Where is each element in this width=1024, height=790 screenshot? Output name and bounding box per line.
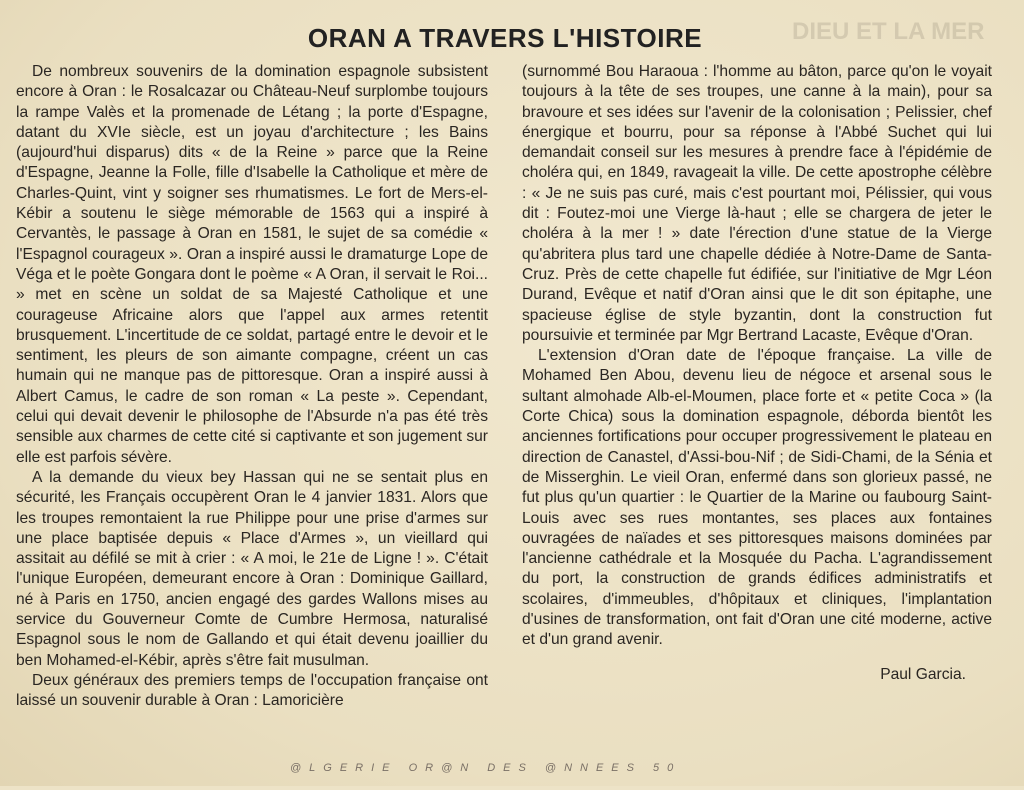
right-column [522,62,992,685]
paragraph-lamoriciere-continued: (surnommé Bou Haraoua : l'homme au bâton, parce qu'on le voyait toujours à la tête de ses troupes, une canne à la main), pour sa bravoure et ses idées sur l'avenir de la colonisation ; Pelissier, chef énergique et bourru, pour sa réponse à l'Abbé Suchet qui lui demandait conseil sur les mesures à prendre face à l'épidémie de choléra qui, en 1849, ravageait la ville. De cette apostrophe célèbre : « Je ne suis pas curé, mais c'est pourtant moi, Pélissier, qui vous dit : Foutez-moi une Vierge là-haut ; elle se chargera de jeter le choléra à la mer ! » date l'érection d'une statue de la Vierge qu'abritera plus tard une chapelle dédiée à Notre-Dame de Santa-Cruz. Près de cette chapelle fut édifiée, sur l'initiative de Mgr Léon Durand, Evêque et natif d'Oran ainsi que le dit son épitaphe, une spacieuse église de style byzantin, dont la construction fut poursuivie et terminée par Mgr Bertrand Lacaste, Evêque d'Oran. [522,63,992,344]
paragraph-extension-oran: L'extension d'Oran date de l'époque française. La ville de Mohamed Ben Abou, devenu lieu de négoce et arsenal sous le sultant almohade Alb-el-Moumen, place forte et « petite Coca » (la Corte Chica) sous la domination espagnole, déborda bientôt les anciennes fortifications pour occuper progressivement le plateau en direction de Canastel, d'Assi-bou-Nif ; de Sidi-Chami, de la Sénia et de Misserghin. Le vieil Oran, enfermé dans son glorieux passé, ne fut plus qu'un quartier : le Quartier de la Marine ou faubourg Saint-Louis avec ses rues montantes, ses places aux fontaines ouvragées de naïades et ses pittoresques maisons dominées par l'ancienne cathédrale et la Mosquée du Pacha. L'agrandissement du port, la construction de grands édifices administratifs et scolaires, d'immeubles, d'hôpitaux et cliniques, l'implantation d'usines de transformation, ont fait d'Oran une cité moderne, active et d'un grand avenir. [522,347,992,649]
author-signature: Paul Garcia. [880,665,966,683]
paragraph-spanish-souvenirs: De nombreux souvenirs de la domination espagnole subsistent encore à Oran : le Rosalcazar ou Château-Neuf surplombe toujours la rampe Valès et la promenade de Létang ; la porte d'Espagne, datant du XVIe siècle, est un joyau d'architecture ; les Bains (aujourd'hui disparus) dits « de la Reine » parce que la Reine d'Espagne, Jeanne la Folle, fille d'Isabelle la Catholique et mère de Charles-Quint, vint y soigner ses rhumatismes. Le fort de Mers-el-Kébir a soutenu le siège mémorable de 1563 qui a inspiré à Cervantès, le passage à Oran en 1581, le sujet de sa comédie « l'Espagnol courageux ». Oran a inspiré aussi le dramaturge Lope de Véga et le poète Gongara dont le poème « A Oran, il servait le Roi... » met en scène un soldat de sa Majesté Catholique et une courageuse Africaine alors que l'appel aux armes retentit brusquement. L'incertitude de ce soldat, partagé entre le devoir et le sentiment, les pleurs de son aimante compagne, créent un cas humain qui ne manque pas de pittoresque. Oran a inspiré aussi à Albert Camus, le cadre de son roman « La peste ». Cependant, celui qui devait devenir le philosophe de l'Absurde n'a pas été très sensible aux charmes de cette cité si captivante et son jugement sur elle est parfois sévère. [16,63,488,466]
page-title: ORAN A TRAVERS L'HISTOIRE [307,23,703,54]
side-stamp [998,520,1020,790]
paragraph-french-occupation: A la demande du vieux bey Hassan qui ne se sentait plus en sécurité, les Français occupèrent Oran le 4 janvier 1831. Alors que les troupes remontaient la rue Philippe pour une prise d'armes sur une place baptisée depuis « Place d'Armes », un vieillard qui assitait au défilé se mit à crier : « A moi, le 21e de Ligne ! ». C'était l'unique Européen, demeurant encore à Oran : Dominique Gaillard, né à Paris en 1750, ancien engagé des gardes Wallons mises au service du Gouverneur Comte de Cumbre Hermosa, naturalisé Espagnol sous le nom de Gallando et qui était devenu joaillier du ben Mohamed-el-Kébir, après s'être fait musulman. [16,468,488,669]
page-footer: @LGERIE OR@N DES @NNEES 50 [290,762,682,774]
bleed-through-title: DIEU ET LA MER [792,18,985,45]
left-column [16,62,488,712]
paragraph-generals: Deux généraux des premiers temps de l'occupation française ont laissé un souvenir durable à Oran : Lamoricière [16,671,488,710]
